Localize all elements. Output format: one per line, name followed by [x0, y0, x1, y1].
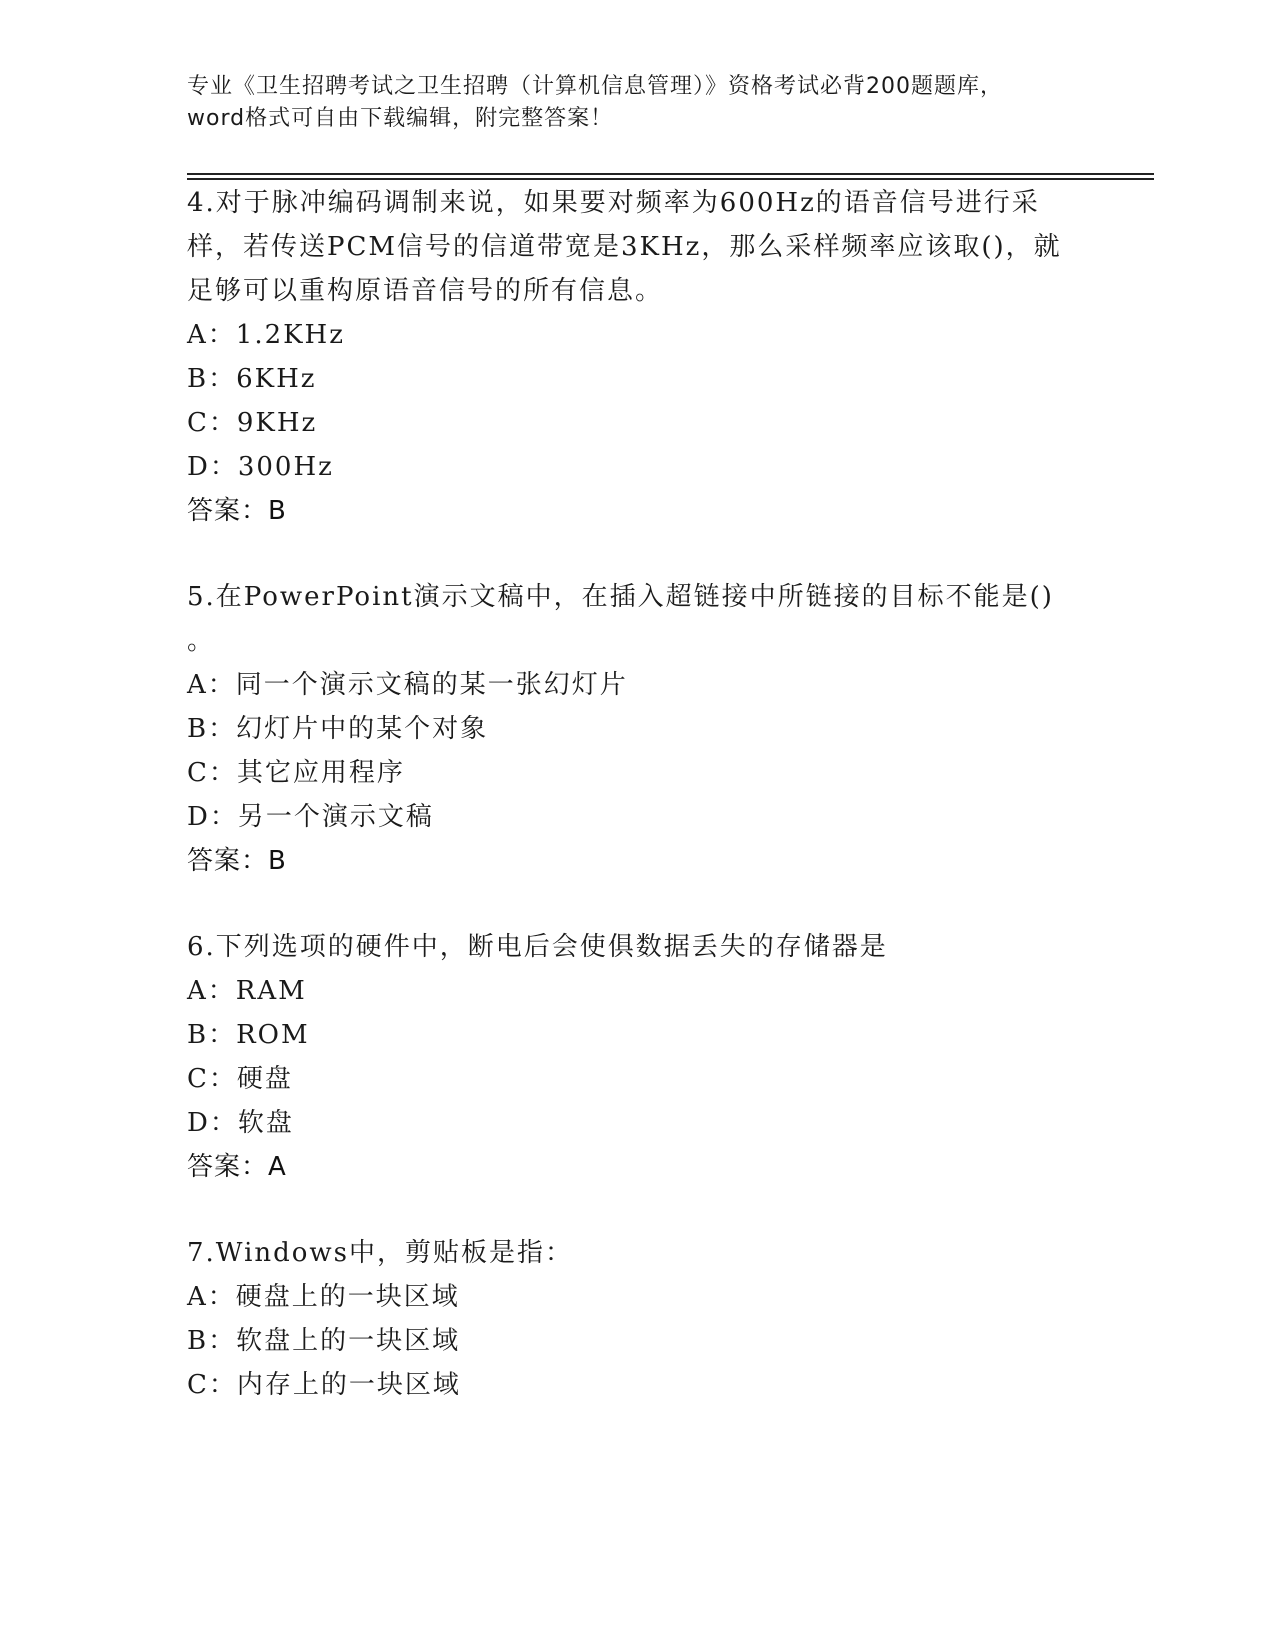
question-text-line: 足够可以重构原语音信号的所有信息。: [187, 276, 664, 306]
answer-line: 答案：B: [187, 496, 287, 526]
header-divider: [187, 173, 1154, 175]
option-c: C：内存上的一块区域: [187, 1370, 461, 1400]
question-text-line: 6.下列选项的硬件中，断电后会使俱数据丢失的存储器是: [187, 932, 888, 962]
document-header-line-2: word格式可自由下载编辑，附完整答案！: [187, 106, 614, 131]
option-c: C：硬盘: [187, 1064, 293, 1094]
document-header-line-1: 专业《卫生招聘考试之卫生招聘（计算机信息管理）》资格考试必背200题题库，: [187, 74, 1003, 99]
option-b: B：6KHz: [187, 364, 317, 394]
option-d: D：另一个演示文稿: [187, 802, 434, 832]
answer-line: 答案：A: [187, 1152, 287, 1182]
question-text-line: 。: [187, 626, 216, 656]
option-a: A：RAM: [187, 976, 307, 1006]
answer-line: 答案：B: [187, 846, 287, 876]
option-c: C：其它应用程序: [187, 758, 405, 788]
option-a: A：1.2KHz: [187, 320, 345, 350]
option-a: A：硬盘上的一块区域: [187, 1282, 460, 1312]
header-divider: [187, 178, 1154, 180]
option-c: C：9KHz: [187, 408, 318, 438]
option-d: D：300Hz: [187, 452, 334, 482]
question-text-line: 样，若传送PCM信号的信道带宽是3KHz，那么采样频率应该取()，就: [187, 232, 1062, 262]
option-a: A：同一个演示文稿的某一张幻灯片: [187, 670, 628, 700]
question-text-line: 4.对于脉冲编码调制来说，如果要对频率为600Hz的语音信号进行采: [187, 188, 1040, 218]
option-b: B：软盘上的一块区域: [187, 1326, 461, 1356]
question-text-line: 7.Windows中，剪贴板是指：: [187, 1238, 574, 1268]
option-d: D：软盘: [187, 1108, 294, 1138]
option-b: B：幻灯片中的某个对象: [187, 714, 489, 744]
option-b: B：ROM: [187, 1020, 310, 1050]
question-text-line: 5.在PowerPoint演示文稿中，在插入超链接中所链接的目标不能是(): [187, 582, 1054, 612]
